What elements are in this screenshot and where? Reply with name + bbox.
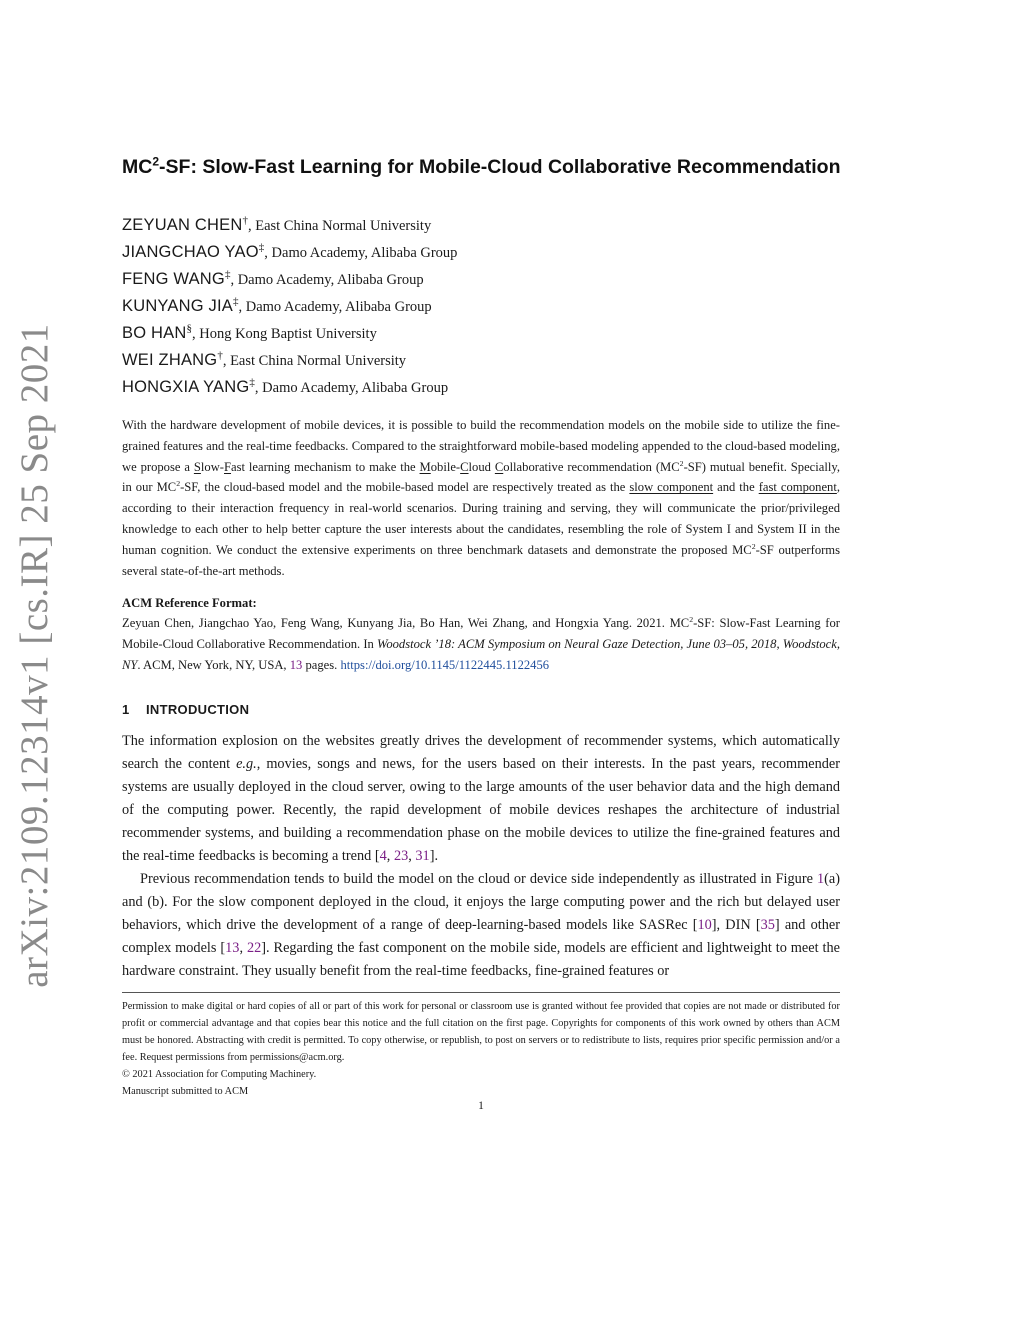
superscript: 2 — [751, 541, 756, 551]
author-name: FENG WANG — [122, 270, 225, 288]
author-entry — [122, 293, 840, 320]
reference-text: pages. — [302, 657, 341, 672]
paragraph — [122, 868, 840, 983]
paper-title — [122, 156, 840, 179]
author-affiliation: , Damo Academy, Alibaba Group — [264, 245, 458, 261]
author-name: ZEYUAN CHEN — [122, 216, 243, 234]
author-entry — [122, 347, 840, 374]
author-mark: ‡ — [258, 241, 265, 254]
citation-link[interactable]: 22 — [246, 939, 262, 956]
citation-link[interactable]: 23 — [393, 847, 409, 864]
author-entry — [122, 212, 840, 239]
acronym-letter: C — [494, 459, 504, 474]
acm-reference — [122, 613, 840, 675]
doi-link[interactable]: https://doi.org/10.1145/1122445.1122456 — [340, 657, 550, 672]
body-text: , — [408, 847, 416, 864]
paper-page — [122, 150, 840, 1100]
body-text-italic: e.g. — [236, 755, 257, 772]
paragraph — [122, 730, 840, 868]
copyright-line: © 2021 Association for Computing Machinery. — [122, 1068, 317, 1080]
title-prefix: MC — [122, 156, 153, 178]
figure-link[interactable]: 1 — [816, 870, 825, 887]
fast-component-term: fast component — [758, 480, 837, 495]
arxiv-side-stamp — [8, 322, 60, 988]
body-text: , — [386, 847, 394, 864]
superscript: 2 — [689, 615, 694, 625]
author-mark: ‡ — [233, 295, 239, 308]
abstract-text: obile- — [430, 459, 461, 474]
reference-text: -SF: Slow-Fast Learning for Mobile-Cloud Collaborative Recommendation. In — [122, 616, 840, 652]
body-text: ]. Regarding the fast component on the mobile side, models are efficient and lightweight to meet the hardware constraint. They usually benefit from the real-time feedbacks, fine-grained features or — [122, 939, 840, 979]
abstract-text: -SF) mutual benefit. Specially, in our MC — [122, 459, 840, 495]
body-text: , — [239, 939, 247, 956]
author-mark: ‡ — [224, 268, 231, 281]
author-mark: § — [186, 322, 192, 335]
arxiv-identifier: arXiv:2109.12314v1 [cs.IR] 25 Sep 2021 — [12, 322, 56, 988]
acronym-letter: F — [224, 459, 232, 474]
superscript: 2 — [176, 479, 181, 489]
author-affiliation: , East China Normal University — [247, 218, 432, 234]
footnote-divider — [122, 992, 840, 993]
page-count-link[interactable]: 13 — [289, 657, 303, 672]
author-name: HONGXIA YANG — [122, 378, 250, 396]
author-mark: † — [217, 349, 223, 362]
reference-text: Zeyuan Chen, Jiangchao Yao, Feng Wang, Kunyang Jia, Bo Han, Wei Zhang, and Hongxia Yang. 2021. MC — [122, 616, 690, 631]
citation-link[interactable]: 35 — [760, 916, 775, 933]
body-text: Previous recommendation tends to build the model on the cloud or device side independently as illustrated in Figure — [140, 870, 817, 887]
abstract-text: , according to their interaction frequency in real-world scenarios. During training and serving, they will communicate the prior/privileged knowledge to each other to help better capture the user interests about the candidates, resembling the role of System I and System II in the human cognition. We conduct the extensive experiments on three benchmark datasets and demonstrate the proposed MC — [122, 480, 840, 557]
citation-link[interactable]: 13 — [225, 939, 240, 956]
author-affiliation: , East China Normal University — [222, 353, 407, 369]
author-affiliation: , Hong Kong Baptist University — [191, 326, 377, 342]
abstract-text: ollaborative recommendation (MC — [503, 459, 680, 474]
acronym-letter: S — [193, 459, 201, 474]
author-affiliation: , Damo Academy, Alibaba Group — [238, 299, 432, 315]
author-name: JIANGCHAO YAO — [122, 243, 259, 261]
slow-component-term: slow component — [629, 480, 714, 495]
author-entry — [122, 374, 840, 401]
body-text: The information explosion on the websites greatly drives the development of recommender systems, which automatically search the content — [122, 732, 840, 772]
author-affiliation: , Damo Academy, Alibaba Group — [254, 380, 449, 396]
author-name: WEI ZHANG — [122, 351, 218, 369]
abstract-text: -SF, the cloud-based model and the mobile-based model are respectively treated as the — [180, 480, 630, 495]
permission-notice: Permission to make digital or hard copies of all or part of this work for personal or classroom use is granted without fee provided that copies are not made or distributed for profit or commercial advantage and that copies bear this notice and the full citation on the first page. Copyrights for components of this work owned by others than ACM must be honored. Abstracting with credit is permitted. To copy otherwise, or republish, to post on servers or to redistribute to lists, requires prior specific permission and/or a fee. Request permissions from permissions@acm.org. — [122, 1000, 840, 1063]
citation-link[interactable]: 31 — [415, 847, 430, 864]
acronym-letter: M — [419, 459, 431, 474]
author-name: BO HAN — [122, 324, 187, 342]
superscript: 2 — [679, 458, 684, 468]
body-text: ]. — [429, 847, 439, 864]
body-text: (a) and (b). For the slow component deployed in the cloud, it enjoys the large computing power and the rich but delayed user behaviors, which drive the development of a range of deep-learning-based models like SASRec [ — [122, 870, 840, 933]
abstract-text: ast learning mechanism to make the — [231, 459, 420, 474]
section-number: 1 — [122, 701, 130, 717]
body-text: , movies, songs and news, for the users based on their interests. In the past years, recommender systems are usually deployed in the cloud server, owing to the large amounts of the user behavior data and the high demand of the computing power. Recently, the rapid development of mobile devices reshapes the architecture of industrial recommender systems, and building a recommendation phase on the mobile devices to utilize the fine-grained features and the real-time feedbacks is becoming a trend [ — [122, 755, 840, 864]
section-title: INTRODUCTION — [146, 701, 250, 717]
author-list — [122, 212, 840, 401]
body-text: ] and other complex models [ — [122, 916, 840, 956]
acm-reference-heading: ACM Reference Format: — [122, 596, 257, 611]
abstract-text: low- — [200, 459, 224, 474]
author-affiliation: , Damo Academy, Alibaba Group — [230, 272, 424, 288]
acronym-letter: C — [460, 459, 469, 474]
abstract-text: With the hardware development of mobile devices, it is possible to build the recommendation models on the mobile side to utilize the fine-grained features and the real-time feedbacks. Compared to the straightforward mobile-based modeling appended to the cloud-based modeling, we propose a — [122, 418, 840, 474]
body-text: ], DIN [ — [711, 916, 761, 933]
abstract-text: -SF outperforms several state-of-the-art methods. — [122, 542, 841, 578]
reference-text: . ACM, New York, NY, USA, — [137, 657, 290, 672]
abstract — [122, 415, 840, 581]
author-mark: † — [242, 214, 248, 227]
citation-link[interactable]: 10 — [697, 916, 712, 933]
manuscript-line: Manuscript submitted to ACM — [122, 1085, 249, 1097]
citation-link[interactable]: 4 — [379, 847, 387, 864]
section-heading — [122, 702, 840, 717]
author-entry — [122, 320, 840, 347]
introduction-body — [122, 730, 840, 983]
title-rest: -SF: Slow-Fast Learning for Mobile-Cloud Collaborative Recommendation — [159, 156, 841, 178]
reference-venue: Woodstock ’18: ACM Symposium on Neural Gaze Detection, June 03–05, 2018, Woodstock, NY — [122, 637, 840, 672]
author-name: KUNYANG JIA — [122, 297, 233, 315]
abstract-text: and the — [713, 480, 759, 495]
title-superscript: 2 — [152, 154, 160, 169]
author-mark: ‡ — [249, 376, 255, 389]
author-entry — [122, 239, 840, 266]
page-number: 1 — [478, 1100, 484, 1112]
abstract-text: loud — [468, 459, 495, 474]
author-entry — [122, 266, 840, 293]
